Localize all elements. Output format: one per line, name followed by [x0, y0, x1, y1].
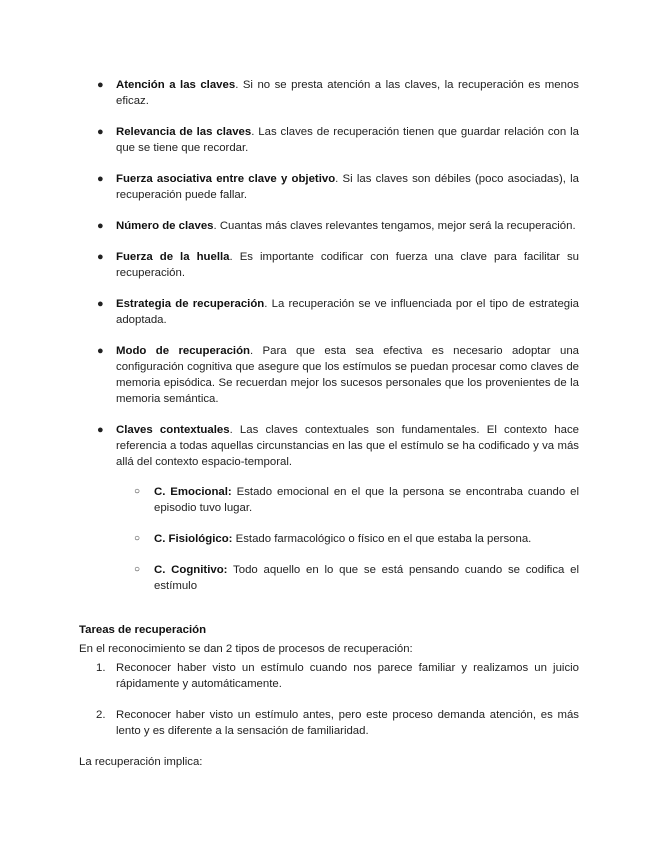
list-item-text: . Las claves contextuales son fundamentales. El contexto hace referencia a todas aquellas circunstancias en las que el estímulo se ha codificado y va más allá del contexto espacio-temporal.: [116, 424, 580, 468]
circle-bullet-icon: ○: [134, 564, 141, 575]
sublist-item-term: C. Cognitivo:: [154, 564, 228, 576]
sublist-item-text: Todo aquello en lo que se está pensando cuando se codifica el estímulo: [154, 564, 580, 592]
bullet-icon: ●: [97, 126, 104, 138]
circle-bullet-icon: ○: [134, 486, 141, 497]
list-item-term: Número de claves: [116, 220, 214, 232]
sublist-item-term: C. Emocional:: [154, 486, 232, 498]
list-item: [79, 422, 579, 594]
number-marker: 1.: [96, 662, 106, 674]
numbered-list: [79, 660, 579, 754]
bullet-icon: ●: [97, 79, 104, 91]
sublist-item-text: Estado emocional en el que la persona se encontraba cuando el episodio tuvo lugar.: [154, 486, 579, 514]
numbered-item: [79, 660, 579, 692]
numbered-item-text: Reconocer haber visto un estímulo cuando nos parece familiar y realizamos un juicio rápidamente y automáticamente.: [116, 662, 579, 690]
bullet-icon: ●: [97, 424, 104, 436]
closing-paragraph: La recuperación implica:: [79, 756, 203, 768]
list-item: [79, 343, 579, 407]
list-item-text: . Cuantas más claves relevantes tengamos, mejor será la recuperación.: [213, 220, 576, 232]
bullet-icon: ●: [97, 251, 104, 263]
number-marker: 2.: [96, 709, 106, 721]
list-item-text: . La recuperación se ve influenciada por el tipo de estrategia adoptada.: [116, 298, 580, 326]
section-heading: Tareas de recuperación: [79, 624, 207, 636]
list-item: [79, 218, 579, 234]
section-intro: En el reconocimiento se dan 2 tipos de procesos de recuperación:: [79, 643, 413, 655]
list-item: [79, 296, 579, 328]
list-item-term: Estrategia de recuperación: [116, 298, 265, 310]
list-item-term: Claves contextuales: [116, 424, 230, 436]
numbered-item: [79, 707, 579, 739]
sublist-item-text: Estado farmacológico o físico en el que estaba la persona.: [232, 533, 532, 545]
list-item: [79, 124, 579, 156]
context-cues-sublist: [116, 484, 579, 594]
circle-bullet-icon: ○: [134, 533, 141, 544]
list-item: [79, 249, 579, 281]
list-item-term: Fuerza de la huella: [116, 251, 230, 263]
list-item-text: . Para que esta sea efectiva es necesario adoptar una configuración cognitiva que asegure que los estímulos se puedan procesar como claves de memoria episódica. Se recuerdan mejor los sucesos personales que los provenientes de la memoria semántica.: [116, 345, 579, 405]
list-item-text: . Las claves de recuperación tienen que guardar relación con la que se tiene que recordar.: [116, 126, 580, 154]
bullet-icon: ●: [97, 345, 104, 357]
sublist-item: [116, 562, 579, 594]
list-item: [79, 77, 579, 109]
bullet-icon: ●: [97, 173, 104, 185]
list-item-term: Atención a las claves: [116, 79, 236, 91]
sublist-item: [116, 484, 579, 516]
bullet-icon: ●: [97, 220, 104, 232]
numbered-item-text: Reconocer haber visto un estímulo antes, pero este proceso demanda atención, es más lento y es diferente a la sensación de familiaridad.: [116, 709, 579, 737]
sublist-item: [116, 531, 579, 547]
sublist-item-term: C. Fisiológico:: [154, 533, 233, 545]
list-item: [79, 171, 579, 203]
list-item-text: . Es importante codificar con fuerza una clave para facilitar su recuperación.: [116, 251, 579, 279]
list-item-term: Fuerza asociativa entre clave y objetivo: [116, 173, 336, 185]
list-item-text: . Si no se presta atención a las claves, la recuperación es menos eficaz.: [116, 79, 579, 107]
list-item-term: Relevancia de las claves: [116, 126, 252, 138]
list-item-text: . Si las claves son débiles (poco asociadas), la recuperación puede fallar.: [116, 173, 579, 201]
bullet-icon: ●: [97, 298, 104, 310]
list-item-term: Modo de recuperación: [116, 345, 250, 357]
factors-list: [79, 77, 579, 609]
